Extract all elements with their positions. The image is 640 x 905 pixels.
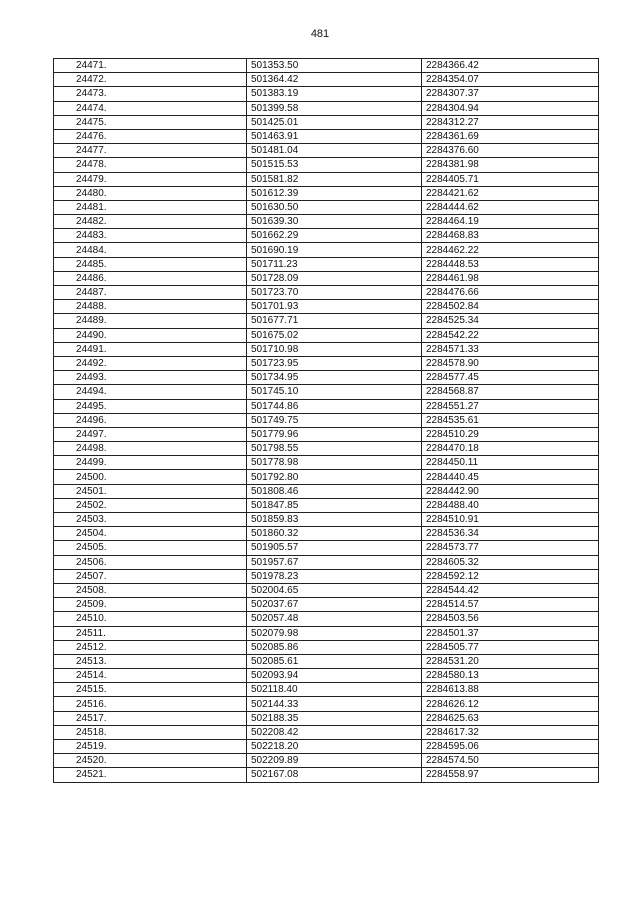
y-coordinate-cell: 2284510.29 [422,427,599,441]
point-number-cell: 24479. [54,172,247,186]
table-row [54,129,599,143]
x-coordinate-cell: 501710.98 [247,342,422,356]
x-coordinate-cell: 502144.33 [247,697,422,711]
table-row [54,328,599,342]
point-number-cell: 24501. [54,484,247,498]
table-row [54,144,599,158]
y-coordinate-cell: 2284488.40 [422,498,599,512]
y-coordinate-cell: 2284573.77 [422,541,599,555]
point-number-cell: 24474. [54,101,247,115]
x-coordinate-cell: 501779.96 [247,427,422,441]
y-coordinate-cell: 2284510.91 [422,513,599,527]
y-coordinate-cell: 2284440.45 [422,470,599,484]
table-row [54,215,599,229]
x-coordinate-cell: 501425.01 [247,115,422,129]
y-coordinate-cell: 2284577.45 [422,371,599,385]
y-coordinate-cell: 2284502.84 [422,300,599,314]
y-coordinate-cell: 2284617.32 [422,725,599,739]
table-row [54,257,599,271]
table-row [54,711,599,725]
point-number-cell: 24481. [54,200,247,214]
point-number-cell: 24496. [54,413,247,427]
x-coordinate-cell: 501399.58 [247,101,422,115]
table-row [54,669,599,683]
point-number-cell: 24511. [54,626,247,640]
x-coordinate-cell: 501749.75 [247,413,422,427]
table-row [54,598,599,612]
x-coordinate-cell: 502188.35 [247,711,422,725]
table-row [54,740,599,754]
point-number-cell: 24513. [54,654,247,668]
y-coordinate-cell: 2284503.56 [422,612,599,626]
x-coordinate-cell: 502118.40 [247,683,422,697]
table-row [54,371,599,385]
y-coordinate-cell: 2284536.34 [422,527,599,541]
x-coordinate-cell: 501792.80 [247,470,422,484]
point-number-cell: 24510. [54,612,247,626]
y-coordinate-cell: 2284376.60 [422,144,599,158]
x-coordinate-cell: 501701.93 [247,300,422,314]
point-number-cell: 24494. [54,385,247,399]
point-number-cell: 24473. [54,87,247,101]
x-coordinate-cell: 501630.50 [247,200,422,214]
table-row [54,541,599,555]
x-coordinate-cell: 502085.86 [247,640,422,654]
y-coordinate-cell: 2284381.98 [422,158,599,172]
y-coordinate-cell: 2284625.63 [422,711,599,725]
point-number-cell: 24514. [54,669,247,683]
table-row [54,456,599,470]
table-row [54,158,599,172]
point-number-cell: 24492. [54,356,247,370]
x-coordinate-cell: 501612.39 [247,186,422,200]
point-number-cell: 24477. [54,144,247,158]
y-coordinate-cell: 2284595.06 [422,740,599,754]
x-coordinate-cell: 502004.65 [247,583,422,597]
y-coordinate-cell: 2284580.13 [422,669,599,683]
point-number-cell: 24478. [54,158,247,172]
table-row [54,470,599,484]
point-number-cell: 24504. [54,527,247,541]
x-coordinate-cell: 501662.29 [247,229,422,243]
point-number-cell: 24490. [54,328,247,342]
point-number-cell: 24489. [54,314,247,328]
table-row [54,683,599,697]
x-coordinate-cell: 501978.23 [247,569,422,583]
x-coordinate-cell: 501734.95 [247,371,422,385]
x-coordinate-cell: 501639.30 [247,215,422,229]
point-number-cell: 24516. [54,697,247,711]
table-row [54,697,599,711]
point-number-cell: 24509. [54,598,247,612]
table-body [54,59,599,783]
table-row [54,484,599,498]
y-coordinate-cell: 2284626.12 [422,697,599,711]
x-coordinate-cell: 501463.91 [247,129,422,143]
y-coordinate-cell: 2284461.98 [422,271,599,285]
point-number-cell: 24515. [54,683,247,697]
x-coordinate-cell: 502167.08 [247,768,422,782]
point-number-cell: 24484. [54,243,247,257]
table-row [54,513,599,527]
table-row [54,286,599,300]
x-coordinate-cell: 501515.53 [247,158,422,172]
table-row [54,626,599,640]
y-coordinate-cell: 2284421.62 [422,186,599,200]
table-row [54,101,599,115]
point-number-cell: 24486. [54,271,247,285]
point-number-cell: 24507. [54,569,247,583]
coordinates-table [53,58,599,783]
x-coordinate-cell: 501808.46 [247,484,422,498]
x-coordinate-cell: 501745.10 [247,385,422,399]
y-coordinate-cell: 2284468.83 [422,229,599,243]
x-coordinate-cell: 502057.48 [247,612,422,626]
table-row [54,59,599,73]
point-number-cell: 24498. [54,442,247,456]
point-number-cell: 24519. [54,740,247,754]
y-coordinate-cell: 2284605.32 [422,555,599,569]
y-coordinate-cell: 2284442.90 [422,484,599,498]
table-row [54,229,599,243]
table-row [54,243,599,257]
table-row [54,569,599,583]
y-coordinate-cell: 2284304.94 [422,101,599,115]
x-coordinate-cell: 502218.20 [247,740,422,754]
point-number-cell: 24497. [54,427,247,441]
point-number-cell: 24512. [54,640,247,654]
y-coordinate-cell: 2284354.07 [422,73,599,87]
x-coordinate-cell: 502085.61 [247,654,422,668]
y-coordinate-cell: 2284405.71 [422,172,599,186]
point-number-cell: 24480. [54,186,247,200]
y-coordinate-cell: 2284592.12 [422,569,599,583]
table-row [54,87,599,101]
y-coordinate-cell: 2284361.69 [422,129,599,143]
table-row [54,172,599,186]
point-number-cell: 24476. [54,129,247,143]
x-coordinate-cell: 501581.82 [247,172,422,186]
table-row [54,640,599,654]
point-number-cell: 24506. [54,555,247,569]
y-coordinate-cell: 2284558.97 [422,768,599,782]
x-coordinate-cell: 501778.98 [247,456,422,470]
page-number: 481 [310,28,330,40]
table-row [54,399,599,413]
point-number-cell: 24500. [54,470,247,484]
point-number-cell: 24488. [54,300,247,314]
y-coordinate-cell: 2284448.53 [422,257,599,271]
point-number-cell: 24482. [54,215,247,229]
y-coordinate-cell: 2284613.88 [422,683,599,697]
x-coordinate-cell: 501859.83 [247,513,422,527]
x-coordinate-cell: 502093.94 [247,669,422,683]
point-number-cell: 24495. [54,399,247,413]
point-number-cell: 24483. [54,229,247,243]
table-row [54,754,599,768]
table-row [54,186,599,200]
table-row [54,612,599,626]
x-coordinate-cell: 501728.09 [247,271,422,285]
table-row [54,654,599,668]
point-number-cell: 24475. [54,115,247,129]
x-coordinate-cell: 502209.89 [247,754,422,768]
table-row [54,200,599,214]
point-number-cell: 24503. [54,513,247,527]
x-coordinate-cell: 501690.19 [247,243,422,257]
y-coordinate-cell: 2284307.37 [422,87,599,101]
y-coordinate-cell: 2284574.50 [422,754,599,768]
y-coordinate-cell: 2284571.33 [422,342,599,356]
y-coordinate-cell: 2284578.90 [422,356,599,370]
y-coordinate-cell: 2284312.27 [422,115,599,129]
point-number-cell: 24521. [54,768,247,782]
y-coordinate-cell: 2284470.18 [422,442,599,456]
y-coordinate-cell: 2284525.34 [422,314,599,328]
point-number-cell: 24520. [54,754,247,768]
y-coordinate-cell: 2284551.27 [422,399,599,413]
x-coordinate-cell: 502079.98 [247,626,422,640]
x-coordinate-cell: 501798.55 [247,442,422,456]
point-number-cell: 24502. [54,498,247,512]
x-coordinate-cell: 501481.04 [247,144,422,158]
x-coordinate-cell: 501905.57 [247,541,422,555]
y-coordinate-cell: 2284444.62 [422,200,599,214]
x-coordinate-cell: 501723.95 [247,356,422,370]
x-coordinate-cell: 501383.19 [247,87,422,101]
table-row [54,300,599,314]
x-coordinate-cell: 501353.50 [247,59,422,73]
y-coordinate-cell: 2284462.22 [422,243,599,257]
x-coordinate-cell: 501860.32 [247,527,422,541]
table-row [54,725,599,739]
table-row [54,73,599,87]
x-coordinate-cell: 501723.70 [247,286,422,300]
table-row [54,427,599,441]
table-row [54,498,599,512]
y-coordinate-cell: 2284501.37 [422,626,599,640]
y-coordinate-cell: 2284514.57 [422,598,599,612]
table-row [54,442,599,456]
table-row [54,342,599,356]
y-coordinate-cell: 2284366.42 [422,59,599,73]
y-coordinate-cell: 2284568.87 [422,385,599,399]
point-number-cell: 24485. [54,257,247,271]
table-row [54,583,599,597]
y-coordinate-cell: 2284476.66 [422,286,599,300]
table-row [54,555,599,569]
x-coordinate-cell: 501711.23 [247,257,422,271]
y-coordinate-cell: 2284450.11 [422,456,599,470]
x-coordinate-cell: 501957.67 [247,555,422,569]
y-coordinate-cell: 2284531.20 [422,654,599,668]
point-number-cell: 24493. [54,371,247,385]
point-number-cell: 24518. [54,725,247,739]
point-number-cell: 24487. [54,286,247,300]
y-coordinate-cell: 2284544.42 [422,583,599,597]
x-coordinate-cell: 501677.71 [247,314,422,328]
x-coordinate-cell: 501847.85 [247,498,422,512]
point-number-cell: 24472. [54,73,247,87]
point-number-cell: 24505. [54,541,247,555]
table-row [54,527,599,541]
table-row [54,385,599,399]
point-number-cell: 24499. [54,456,247,470]
x-coordinate-cell: 501744.86 [247,399,422,413]
table-row [54,271,599,285]
x-coordinate-cell: 501364.42 [247,73,422,87]
point-number-cell: 24471. [54,59,247,73]
y-coordinate-cell: 2284542.22 [422,328,599,342]
y-coordinate-cell: 2284505.77 [422,640,599,654]
x-coordinate-cell: 502208.42 [247,725,422,739]
x-coordinate-cell: 501675.02 [247,328,422,342]
point-number-cell: 24517. [54,711,247,725]
table-row [54,413,599,427]
point-number-cell: 24508. [54,583,247,597]
table-row [54,314,599,328]
table-row [54,115,599,129]
table-row [54,356,599,370]
y-coordinate-cell: 2284535.61 [422,413,599,427]
y-coordinate-cell: 2284464.19 [422,215,599,229]
table-row [54,768,599,782]
point-number-cell: 24491. [54,342,247,356]
x-coordinate-cell: 502037.67 [247,598,422,612]
